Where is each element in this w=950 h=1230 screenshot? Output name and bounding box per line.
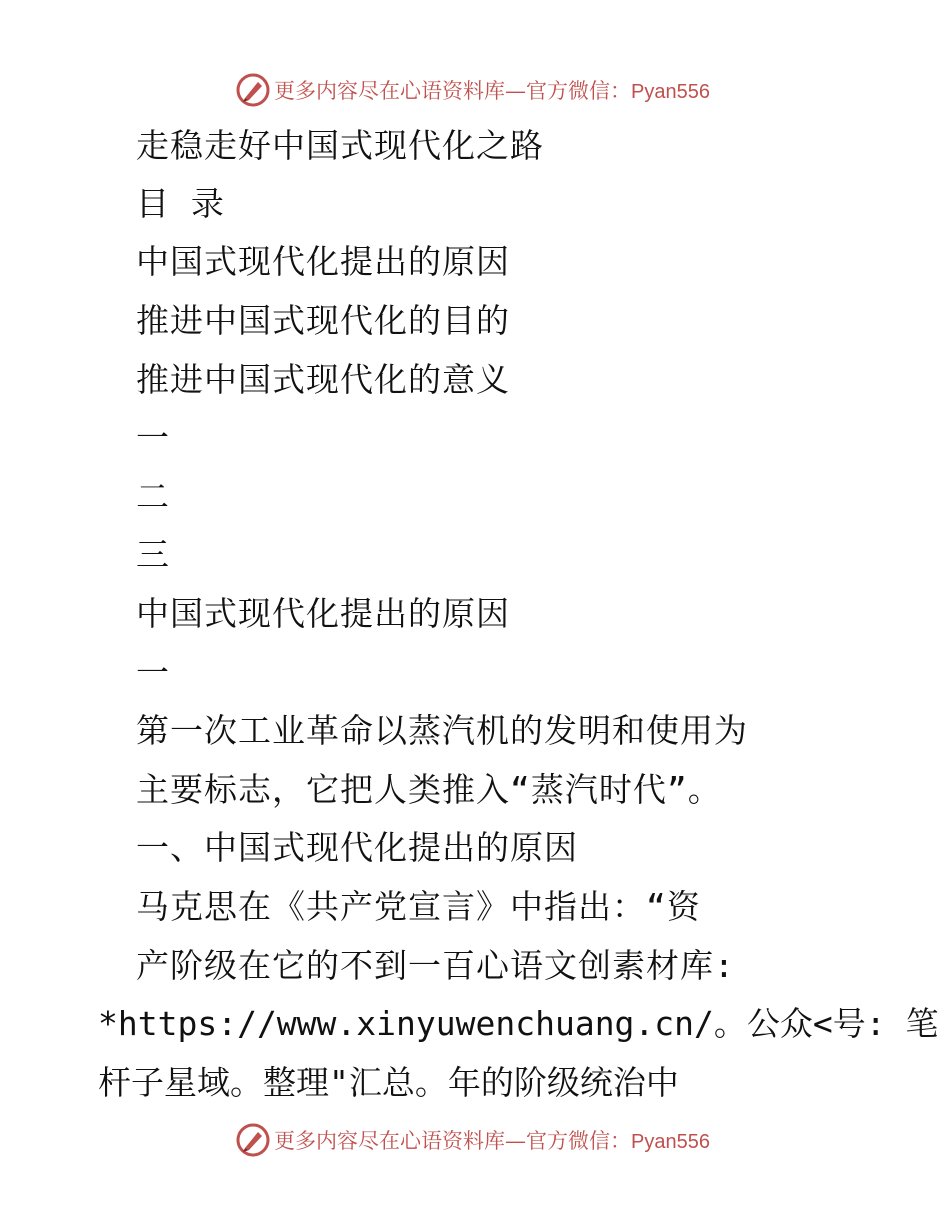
section-heading: 中国式现代化提出的原因: [136, 594, 510, 633]
toc-item: 推进中国式现代化的意义: [136, 360, 510, 399]
toc-number: 三: [136, 535, 170, 574]
body-line: 第一次工业革命以蒸汽机的发明和使用为: [136, 711, 748, 750]
body-line: 产阶级在它的不到一百心语文创素材库:: [136, 946, 735, 985]
toc-number: 二: [136, 477, 170, 516]
body-line: 杆子星域。整理"汇总。年的阶级统治中: [98, 1063, 679, 1102]
body-line: 马克思在《共产党宣言》中指出：“资: [136, 887, 701, 926]
pen-logo-icon: [236, 1123, 270, 1157]
toc-item: 推进中国式现代化的目的: [136, 301, 510, 340]
watermark-text: 更多内容尽在心语资料库—官方微信：Pyan556: [274, 1129, 710, 1153]
toc-heading: 目 录: [136, 184, 225, 223]
body-line: 主要标志，它把人类推入“蒸汽时代”。: [136, 770, 722, 809]
header-watermark: [236, 72, 710, 108]
subsection-heading: 一、中国式现代化提出的原因: [136, 828, 578, 867]
body-line: *https://www.xinyuwenchuang.cn/。公众<号: 笔: [98, 1004, 939, 1043]
document-title: 走稳走好中国式现代化之路: [136, 126, 544, 165]
section-number: 一: [136, 653, 170, 692]
toc-item: 中国式现代化提出的原因: [136, 242, 510, 281]
toc-number: 一: [136, 418, 170, 457]
watermark-text: 更多内容尽在心语资料库—官方微信：Pyan556: [274, 79, 710, 103]
footer-watermark: [236, 1122, 710, 1158]
pen-logo-icon: [236, 73, 270, 107]
